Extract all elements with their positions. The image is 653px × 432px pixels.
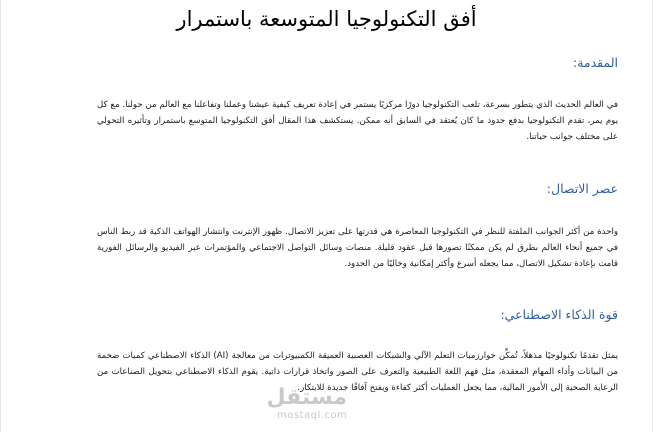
section-body-ai: يمثل تقدمًا تكنولوجيًا مذهلاً، تُمكِّن خوارزميات التعلم الآلي والشبكات العصبية العميقة الكمبيوترات من معالجة (AI) الذكاء الاصطناعي كميات ضخمة من البيانات وأداء المهام المعقدة، مثل فهم اللغة الطبيعية والتعرف على الصور واتخاذ قرارات ذاتية. يقوم الذكاء الاصطناعي بتحويل الصناعات من الرعاية الصحية إلى الأمور المالية، مما يجعل العمليات أكثر كفاءة ويفتح آفاقًا جديدة للابتكار. xyxy=(97,351,619,393)
watermark-url-text: mostaql.com xyxy=(277,410,348,421)
document-title: أفق التكنولوجيا المتوسعة باستمرار xyxy=(176,7,477,31)
section-heading-connectivity: عصر الاتصال: xyxy=(546,181,618,196)
section-heading-ai: قوة الذكاء الاصطناعي: xyxy=(500,307,618,322)
section-body-connectivity: واحدة من أكثر الجوانب الملفتة للنظر في التكنولوجيا المعاصرة هي قدرتها على تعزيز الاتصال. ظهور الإنترنت وانتشار الهواتف الذكية قد ربط الناس في جميع أنحاء العالم بطرق لم يكن ممكنًا تصورها قبل عقود قليلة. منصات وسائل التواصل الاجتماعي والمؤتمرات عبر الفيديو والرسائل الفورية قامت بإعادة تشكيل الاتصال، مما يجعله أسرع وأكثر إمكانية وخاليًا من الحدود. xyxy=(97,227,618,269)
watermark-arabic-text: مستقل xyxy=(266,385,347,410)
mostaql-watermark xyxy=(266,385,348,430)
section-body-introduction: في العالم الحديث الذي يتطور بسرعة، تلعب التكنولوجيا دورًا مركزيًا يستمر في إعادة تعريف كيفية عيشنا وعملنا وتفاعلنا مع العالم من حولنا. مع كل يوم يمر، تقدم التكنولوجيا بدفع حدود ما كان يُعتقد في السابق أنه ممكن. يستكشف هذا المقال أفق التكنولوجيا المتوسع باستمرار وتأثيره التحولي على مختلف جوانب حياتنا. xyxy=(97,100,618,142)
section-heading-introduction: المقدمة: xyxy=(572,55,618,70)
